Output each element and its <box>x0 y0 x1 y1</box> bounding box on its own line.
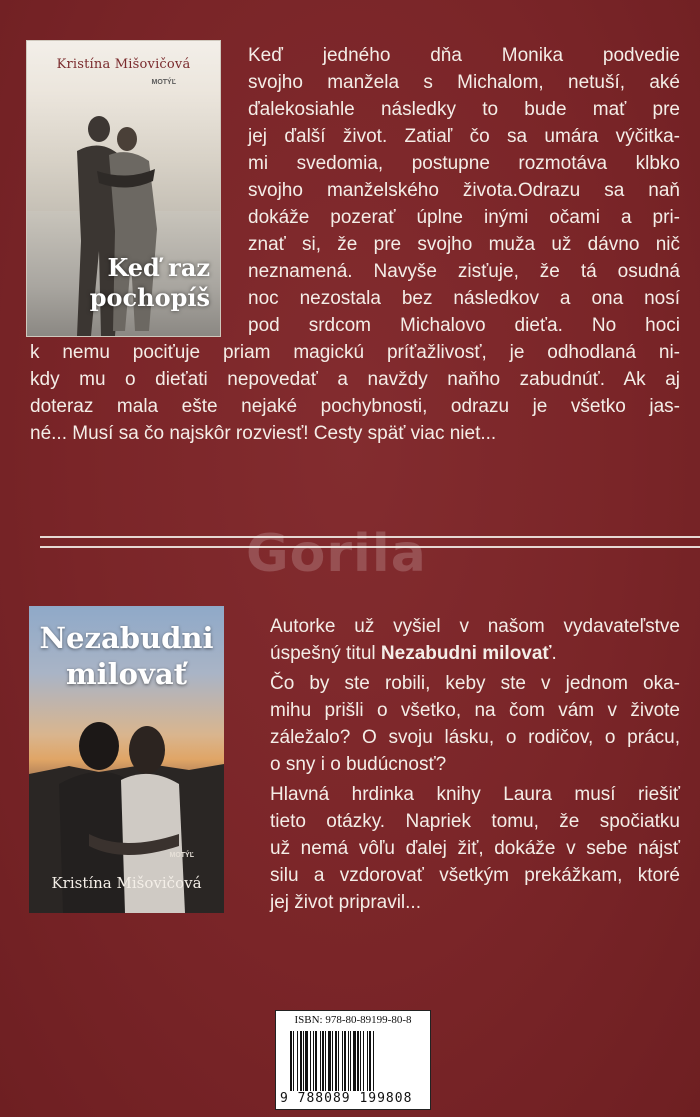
description-line: jej ďalší život. Zatiaľ čo sa umára výčitka- <box>248 126 680 147</box>
description-line: noc nezostala bez následkov a ona nosí <box>248 288 680 309</box>
book2-author: Kristína Mišovičová <box>51 874 202 892</box>
barcode-bar <box>338 1031 339 1091</box>
barcode-bar <box>297 1031 298 1091</box>
intro-text: úspešný titul <box>270 643 381 664</box>
barcode-bar <box>310 1031 311 1091</box>
barcode-icon <box>290 1031 420 1091</box>
barcode-bar <box>320 1031 321 1091</box>
description-line: tieto otázky. Napriek tomu, že spočiatku <box>270 811 680 832</box>
book1-title <box>90 253 210 313</box>
description-line: svojho manžela s Michalom, netuší, aké <box>248 72 680 93</box>
book-cover-nezabudni-milovat <box>29 606 224 913</box>
description-line: svojho manželského života.Odrazu sa naň <box>248 180 680 201</box>
book1-publisher-logo: MOTÝĽ <box>151 79 176 86</box>
barcode-bar <box>315 1031 317 1091</box>
description-line: né... Musí sa čo najskôr rozviesť! Cesty späť viac niet... <box>30 423 497 444</box>
barcode-bar <box>360 1031 361 1091</box>
barcode-bar <box>373 1031 374 1091</box>
book2-description <box>270 613 680 916</box>
book2-title-line1: Nezabudni <box>39 621 214 655</box>
description-line: Čo by ste robili, keby ste v jednom oka- <box>270 673 680 694</box>
barcode-bar <box>305 1031 308 1091</box>
description-line: jej život pripravil... <box>270 892 421 913</box>
description-line <box>270 640 680 667</box>
book1-description-bottom <box>30 339 680 447</box>
description-line: k nemu pociťuje priam magickú príťažlivosť, je odhodlaná ni- <box>30 342 680 363</box>
book1-author: Kristína Mišovičová <box>56 57 191 72</box>
description-line: Keď jedného dňa Monika podvedie <box>248 45 680 66</box>
book2-title-line2: milovať <box>65 657 188 691</box>
description-line: dokáže pozerať úplne inými očami a pri- <box>248 207 680 228</box>
barcode-bar <box>353 1031 356 1091</box>
barcode-bar <box>369 1031 371 1091</box>
barcode-bar <box>344 1031 346 1091</box>
intro-period: . <box>551 643 557 664</box>
description-line: už nemá vôľu ďalej žiť, dokáže v sebe nájsť <box>270 838 680 859</box>
description-line: silu a vzdorovať všetkým prekážkam, ktoré <box>270 865 680 886</box>
description-line: o sny i o budúcnosť? <box>270 754 447 775</box>
description-line: mihu prišli o všetko, na čom vám v živote <box>270 700 680 721</box>
barcode-bar <box>367 1031 368 1091</box>
barcode-bars <box>290 1031 420 1091</box>
description-line: ďalekosiahle následky to bude mať pre <box>248 99 680 120</box>
description-line: pod srdcom Michalovo dieťa. No hoci <box>248 315 680 336</box>
barcode-bar <box>290 1031 292 1091</box>
barcode-bar <box>335 1031 337 1091</box>
barcode-digits: 9 788089 199808 <box>280 1091 413 1106</box>
description-line: kdy mu o dieťati nepovedať a navždy naňho zabudnúť. Ak aj <box>30 369 680 390</box>
book2-publisher-logo: MOTÝĽ <box>169 852 194 859</box>
book1-title-line2: pochopíš <box>89 283 210 312</box>
isbn-label: ISBN: 978-80-89199-80-8 <box>294 1014 412 1026</box>
description-line: Autorke už vyšiel v našom vydavateľstve <box>270 616 680 637</box>
barcode-bar <box>348 1031 349 1091</box>
book2-title <box>29 620 224 692</box>
book-cover-ked-raz-pochopis <box>26 40 221 337</box>
barcode-bar <box>328 1031 331 1091</box>
barcode-bar <box>350 1031 351 1091</box>
description-line: neznamená. Navyše zisťuje, že tá osudná <box>248 261 680 282</box>
description-line: znať si, že pre svojho muža už dávno nič <box>248 234 680 255</box>
barcode-bar <box>363 1031 364 1091</box>
barcode-bar <box>322 1031 324 1091</box>
barcode-bar <box>325 1031 326 1091</box>
description-line: doteraz mala ešte nejaké pochybnosti, odrazu je všetko jas- <box>30 396 680 417</box>
barcode-bar <box>293 1031 294 1091</box>
watermark-logo: Gorila <box>246 524 427 584</box>
barcode-bar <box>357 1031 359 1091</box>
barcode-bar <box>342 1031 343 1091</box>
barcode-bar <box>313 1031 314 1091</box>
referenced-book-title: Nezabudni milovať <box>380 643 552 664</box>
barcode-bar <box>303 1031 304 1091</box>
book1-description-top <box>248 42 680 339</box>
description-line: záležalo? O svoju lásku, o rodičov, o prácu, <box>270 727 680 748</box>
barcode-bar <box>300 1031 302 1091</box>
barcode-bar <box>332 1031 333 1091</box>
description-line: Hlavná hrdinka knihy Laura musí riešiť <box>270 784 680 805</box>
isbn-barcode <box>275 1010 431 1110</box>
book1-title-line1: Keď raz <box>107 253 210 282</box>
description-line: mi svedomia, postupne rozmotáva klbko <box>248 153 680 174</box>
